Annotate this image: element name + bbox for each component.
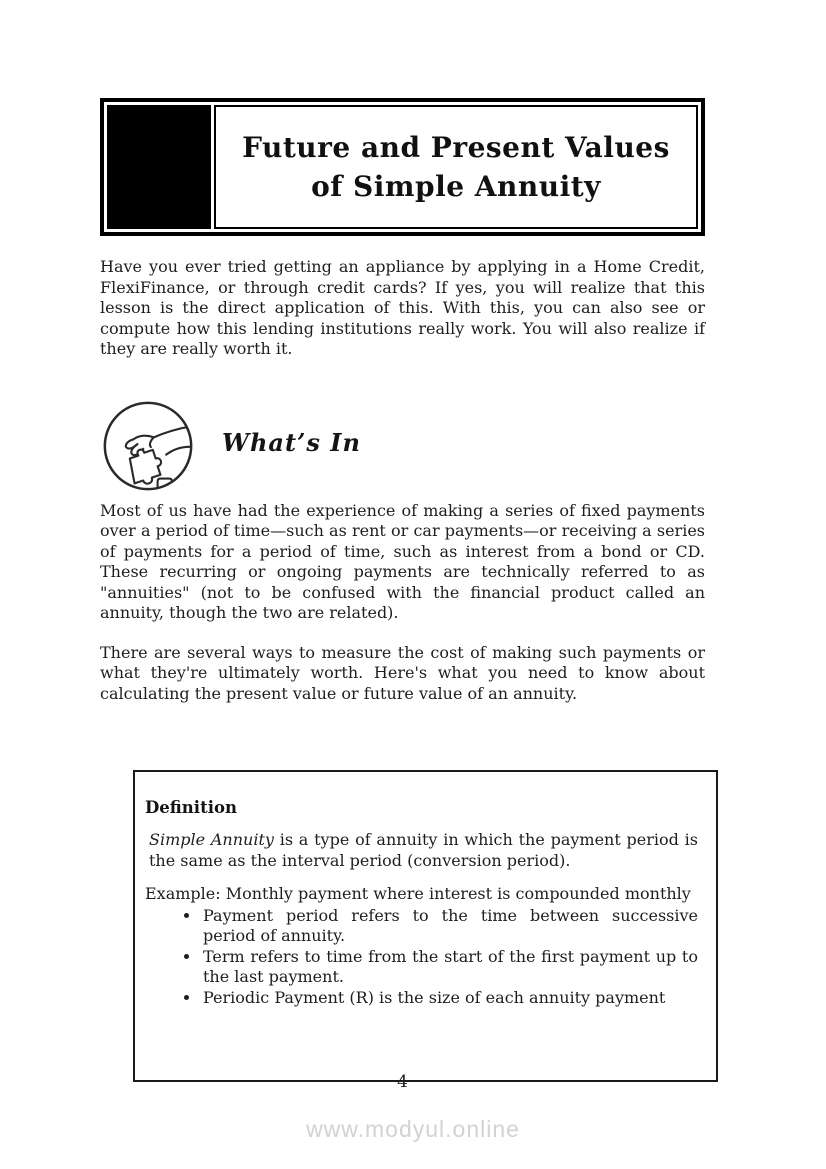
whats-in-heading: What’s In [222, 428, 361, 457]
bullet-payment-period: • Payment period refers to the time between successive period of annuity. [201, 906, 698, 947]
definition-term: Simple Annuity [149, 830, 274, 849]
definition-box [133, 770, 718, 1082]
bullet-term: • Term refers to time from the start of the first payment up to the last payment. [201, 947, 698, 988]
bullet-periodic-payment: • Periodic Payment (R) is the size of each annuity payment [201, 988, 698, 1009]
watermark: www.modyul.online [306, 1116, 520, 1142]
whats-in-header [100, 399, 705, 493]
whats-in-paragraph-1: Most of us have had the experience of making a series of fixed payments over a period of time—such as rent or car payments—or receiving a series of payments for a period of time, such as interest from a bond or CD. These recurring or ongoing payments are technically referred to as "annuities" (not to be confused with the financial product called an annuity, though the two are related). [100, 500, 705, 622]
definition-rest: is a type of annuity in which the payment period is the same as the interval period (conversion period). [149, 830, 699, 870]
intro-paragraph: Have you ever tried getting an appliance by applying in a Home Credit, FlexiFinance, or through credit cards? If yes, you will realize that this lesson is the direct application of this. With this, you can also see or compute how this lending institutions really work. You will also realize if they are really worth it. [100, 257, 705, 358]
definition-example: Example: Monthly payment where interest is compounded monthly [145, 884, 691, 903]
definition-bullet-list [145, 906, 698, 1009]
definition-text [145, 830, 698, 871]
title-black-square [107, 105, 211, 229]
definition-heading: Definition [145, 798, 237, 817]
lesson-title-banner [100, 98, 705, 236]
lesson-title [214, 105, 698, 229]
whats-in-paragraph-2: There are several ways to measure the cost of making such payments or what they're ultimately worth. Here's what you need to know about calculating the present value or future value of an annuity. [100, 642, 705, 703]
page-number: 4 [397, 1072, 408, 1092]
lesson-title-line1: Future and Present Values [242, 131, 670, 164]
lesson-title-line2: of Simple Annuity [311, 170, 601, 203]
hand-puzzle-icon [100, 399, 196, 493]
content-column [100, 0, 705, 1082]
